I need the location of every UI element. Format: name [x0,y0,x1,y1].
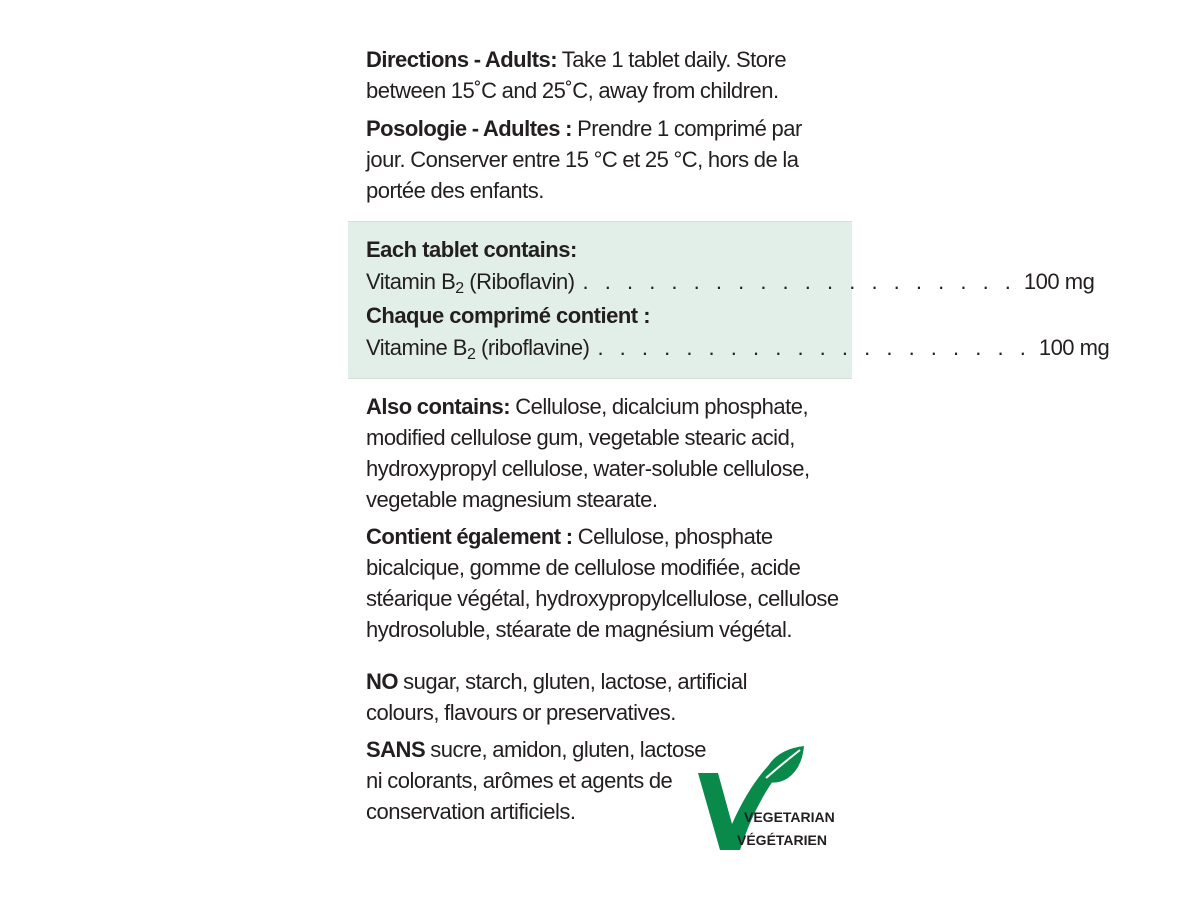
also-contains-fr-text: Cellulose, phosphate bicalcique, gomme de cellulose modifiée, acide stéarique végétal, hydroxypropylcellulose, cellulose hydrosoluble, stéarate de magnésium végétal. [366,524,839,642]
ingredient-amount-en: 100 mg [1023,269,1095,294]
medicinal-ingredients-panel [348,221,1110,379]
vegetarian-label-en: VEGETARIAN [744,809,835,825]
also-contains-en-text: Cellulose, dicalcium phosphate, modified cellulose gum, vegetable stearic acid, hydroxypropyl cellulose, water-soluble cellulose, vegetable magnesium stearate. [366,394,810,512]
free-of-fr-label: SANS [366,737,426,762]
ingredient-name-en: Vitamin $B_2$ (Riboflavin) [366,269,575,297]
directions-en-label: Directions - Adults: [366,47,558,72]
vegetarian-label-fr: VÉGÉTARIEN [737,832,827,848]
ingredient-row-fr [366,332,1110,364]
directions-fr-label: Posologie - Adultes : [366,116,572,141]
also-contains-fr [366,521,846,645]
also-contains-en [366,391,846,515]
free-of-fr [366,734,726,827]
ingredient-name-fr: Vitamine $B_2$ (riboflavine) [366,335,590,363]
free-of-fr-text: sucre, amidon, gluten, lactose ni colorants, arômes et agents de conservation artificiels. [366,737,707,824]
ingredient-amount-fr: 100 mg [1038,335,1110,360]
contents-en-heading: Each tablet contains: [366,237,577,262]
directions-en-text: Take 1 tablet daily. Store between 15˚C and 25˚C, away from children. [366,47,787,103]
directions-en [366,44,826,106]
dot-leader: . . . . . . . . . . . . . . . . . . . . [582,269,1016,294]
free-of-en [366,666,786,728]
contents-fr-heading: Chaque comprimé contient : [366,303,651,328]
directions-fr-text: Prendre 1 comprimé par jour. Conserver entre 15 °C et 25 °C, hors de la portée des enfants. [366,116,802,203]
also-contains-fr-label: Contient également : [366,524,573,549]
ingredient-row-en [366,266,1095,298]
also-contains-en-label: Also contains: [366,394,511,419]
dot-leader: . . . . . . . . . . . . . . . . . . . . [597,335,1031,360]
free-of-en-label: NO [366,669,398,694]
directions-fr [366,113,836,206]
free-of-en-text: sugar, starch, gluten, lactose, artificial colours, flavours or preservatives. [366,669,747,725]
